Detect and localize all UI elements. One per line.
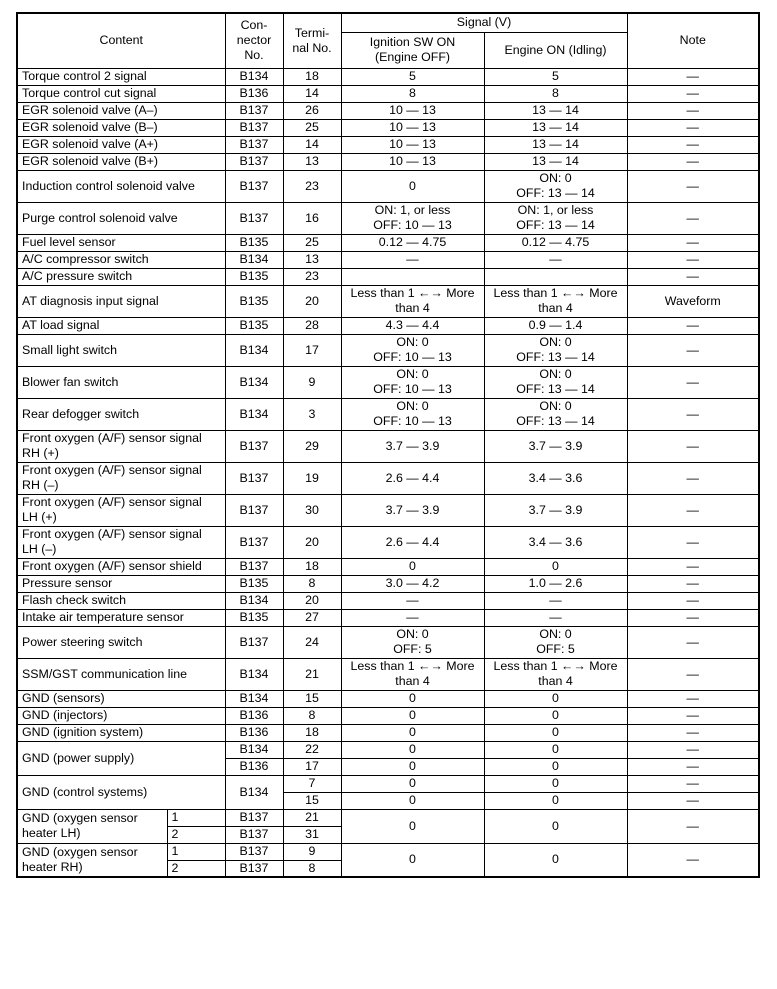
terminal-cell: 27 [283, 609, 341, 626]
terminal-cell: 26 [283, 102, 341, 119]
terminal-cell: 17 [283, 334, 341, 366]
connector-cell: B134 [225, 366, 283, 398]
connector-cell: B134 [225, 334, 283, 366]
note-cell: — [627, 334, 759, 366]
ignition-on-cell: — [341, 592, 484, 609]
ignition-on-cell: 0 [341, 741, 484, 758]
content-cell: Front oxygen (A/F) sensor signal LH (–) [17, 526, 225, 558]
table-row [17, 102, 759, 119]
header-content-label: Content [99, 33, 143, 48]
terminal-cell: 21 [283, 809, 341, 826]
content-cell: EGR solenoid valve (B–) [17, 119, 225, 136]
ignition-on-cell: 2.6 — 4.4 [341, 526, 484, 558]
note-cell: — [627, 268, 759, 285]
content-cell: AT load signal [17, 317, 225, 334]
note-cell: — [627, 430, 759, 462]
connector-cell: B137 [225, 430, 283, 462]
engine-on-cell: Less than 1 ←→ More than 4 [484, 658, 627, 690]
note-cell: — [627, 724, 759, 741]
engine-on-cell: 0.12 — 4.75 [484, 234, 627, 251]
sub-index-cell: 1 [167, 843, 225, 860]
note-cell: — [627, 758, 759, 775]
note-cell: — [627, 658, 759, 690]
content-cell: Small light switch [17, 334, 225, 366]
note-cell: — [627, 366, 759, 398]
ignition-on-cell: 8 [341, 85, 484, 102]
table-row [17, 119, 759, 136]
engine-on-cell: ON: 0 OFF: 13 — 14 [484, 398, 627, 430]
ignition-on-cell: 10 — 13 [341, 136, 484, 153]
content-cell: GND (oxygen sensor heater RH) [17, 843, 167, 877]
connector-cell: B134 [225, 398, 283, 430]
header-engine-on: Engine ON (Idling) [484, 32, 627, 68]
table-row [17, 558, 759, 575]
content-cell: Front oxygen (A/F) sensor signal LH (+) [17, 494, 225, 526]
content-cell: Intake air temperature sensor [17, 609, 225, 626]
table-row [17, 690, 759, 707]
connector-cell: B137 [225, 626, 283, 658]
connector-cell: B137 [225, 202, 283, 234]
header-terminal: Termi- nal No. [283, 13, 341, 68]
engine-on-cell: 0 [484, 843, 627, 877]
engine-on-cell: 0 [484, 707, 627, 724]
terminal-cell: 30 [283, 494, 341, 526]
note-cell: — [627, 494, 759, 526]
engine-on-cell: 3.7 — 3.9 [484, 494, 627, 526]
engine-on-cell: — [484, 251, 627, 268]
ignition-on-cell: 10 — 13 [341, 153, 484, 170]
connector-cell: B137 [225, 860, 283, 877]
note-cell: — [627, 558, 759, 575]
content-cell: Torque control 2 signal [17, 68, 225, 85]
table-row [17, 153, 759, 170]
content-cell: GND (oxygen sensor heater LH) [17, 809, 167, 843]
header-ignition-on: Ignition SW ON (Engine OFF) [341, 32, 484, 68]
note-cell: — [627, 317, 759, 334]
sub-index-cell: 2 [167, 860, 225, 877]
note-cell: — [627, 462, 759, 494]
sub-index-cell: 1 [167, 809, 225, 826]
header-signal: Signal (V) [341, 13, 627, 32]
content-cell: EGR solenoid valve (A+) [17, 136, 225, 153]
sub-index-cell: 2 [167, 826, 225, 843]
ignition-on-cell: 0 [341, 843, 484, 877]
ignition-on-cell: ON: 0 OFF: 10 — 13 [341, 334, 484, 366]
connector-cell: B137 [225, 526, 283, 558]
table-row [17, 809, 759, 826]
note-cell: — [627, 119, 759, 136]
terminal-cell: 15 [283, 690, 341, 707]
connector-cell: B135 [225, 609, 283, 626]
engine-on-cell: 0 [484, 690, 627, 707]
note-cell: — [627, 85, 759, 102]
header-content [17, 13, 225, 68]
ignition-on-cell: 10 — 13 [341, 119, 484, 136]
ignition-on-cell: 3.0 — 4.2 [341, 575, 484, 592]
content-cell: GND (control systems) [17, 775, 225, 809]
ignition-on-cell: ON: 0 OFF: 10 — 13 [341, 398, 484, 430]
terminal-cell: 23 [283, 170, 341, 202]
note-cell: — [627, 792, 759, 809]
terminal-cell: 3 [283, 398, 341, 430]
note-cell: Waveform [627, 285, 759, 317]
engine-on-cell: 5 [484, 68, 627, 85]
content-cell: Front oxygen (A/F) sensor signal RH (–) [17, 462, 225, 494]
connector-cell: B137 [225, 809, 283, 826]
engine-on-cell: ON: 1, or less OFF: 13 — 14 [484, 202, 627, 234]
ignition-on-cell [341, 268, 484, 285]
note-cell: — [627, 526, 759, 558]
table-row [17, 609, 759, 626]
note-cell: — [627, 809, 759, 843]
note-cell: — [627, 690, 759, 707]
table-row [17, 398, 759, 430]
engine-on-cell: 0.9 — 1.4 [484, 317, 627, 334]
terminal-cell: 28 [283, 317, 341, 334]
table-row [17, 430, 759, 462]
note-cell: — [627, 68, 759, 85]
terminal-cell: 9 [283, 366, 341, 398]
content-cell: Front oxygen (A/F) sensor shield [17, 558, 225, 575]
engine-on-cell: 0 [484, 558, 627, 575]
table-row [17, 843, 759, 860]
connector-cell: B137 [225, 136, 283, 153]
terminal-cell: 8 [283, 860, 341, 877]
terminal-cell: 13 [283, 251, 341, 268]
note-cell: — [627, 136, 759, 153]
ignition-on-cell: 0 [341, 809, 484, 843]
engine-on-cell: 13 — 14 [484, 119, 627, 136]
terminal-cell: 8 [283, 575, 341, 592]
note-cell: — [627, 609, 759, 626]
ignition-on-cell: 2.6 — 4.4 [341, 462, 484, 494]
content-cell: EGR solenoid valve (A–) [17, 102, 225, 119]
table-row [17, 741, 759, 758]
ignition-on-cell: ON: 0 OFF: 5 [341, 626, 484, 658]
note-cell: — [627, 251, 759, 268]
engine-on-cell: 13 — 14 [484, 102, 627, 119]
engine-on-cell: ON: 0 OFF: 13 — 14 [484, 366, 627, 398]
connector-cell: B134 [225, 690, 283, 707]
engine-on-cell: Less than 1 ←→ More than 4 [484, 285, 627, 317]
note-cell: — [627, 153, 759, 170]
ignition-on-cell: 5 [341, 68, 484, 85]
connector-cell: B134 [225, 775, 283, 809]
terminal-cell: 14 [283, 85, 341, 102]
ignition-on-cell: ON: 0 OFF: 10 — 13 [341, 366, 484, 398]
note-cell: — [627, 102, 759, 119]
table-row [17, 658, 759, 690]
content-cell: A/C compressor switch [17, 251, 225, 268]
ignition-on-cell: Less than 1 ←→ More than 4 [341, 658, 484, 690]
table-header [17, 13, 759, 68]
connector-cell: B134 [225, 592, 283, 609]
note-cell: — [627, 398, 759, 430]
engine-on-cell: 13 — 14 [484, 136, 627, 153]
table-row [17, 724, 759, 741]
table-row [17, 494, 759, 526]
table-row [17, 775, 759, 792]
table-row [17, 136, 759, 153]
ignition-on-cell: 0 [341, 558, 484, 575]
table-row [17, 285, 759, 317]
terminal-cell: 25 [283, 119, 341, 136]
content-cell: EGR solenoid valve (B+) [17, 153, 225, 170]
table-row [17, 626, 759, 658]
connector-cell: B135 [225, 285, 283, 317]
table-row [17, 575, 759, 592]
terminal-cell: 23 [283, 268, 341, 285]
engine-on-cell: ON: 0 OFF: 5 [484, 626, 627, 658]
content-cell: GND (sensors) [17, 690, 225, 707]
ignition-on-cell: ON: 1, or less OFF: 10 — 13 [341, 202, 484, 234]
engine-on-cell: — [484, 592, 627, 609]
table-row [17, 202, 759, 234]
content-cell: Fuel level sensor [17, 234, 225, 251]
terminal-cell: 14 [283, 136, 341, 153]
table-row [17, 268, 759, 285]
connector-cell: B134 [225, 68, 283, 85]
note-cell: — [627, 234, 759, 251]
terminal-cell: 21 [283, 658, 341, 690]
connector-cell: B137 [225, 102, 283, 119]
engine-on-cell: 0 [484, 724, 627, 741]
ignition-on-cell: 3.7 — 3.9 [341, 494, 484, 526]
terminal-cell: 7 [283, 775, 341, 792]
engine-on-cell: 0 [484, 775, 627, 792]
content-cell: AT diagnosis input signal [17, 285, 225, 317]
connector-cell: B137 [225, 843, 283, 860]
content-cell: Front oxygen (A/F) sensor signal RH (+) [17, 430, 225, 462]
connector-cell: B136 [225, 758, 283, 775]
connector-cell: B134 [225, 658, 283, 690]
engine-on-cell: 0 [484, 809, 627, 843]
connector-cell: B136 [225, 707, 283, 724]
connector-cell: B137 [225, 462, 283, 494]
engine-on-cell: ON: 0 OFF: 13 — 14 [484, 170, 627, 202]
connector-cell: B137 [225, 153, 283, 170]
content-cell: Blower fan switch [17, 366, 225, 398]
engine-on-cell: 0 [484, 758, 627, 775]
terminal-cell: 24 [283, 626, 341, 658]
note-cell: — [627, 707, 759, 724]
ignition-on-cell: 0 [341, 775, 484, 792]
note-cell: — [627, 626, 759, 658]
connector-cell: B136 [225, 724, 283, 741]
table-row [17, 234, 759, 251]
engine-on-cell: 0 [484, 741, 627, 758]
table-row [17, 462, 759, 494]
ignition-on-cell: Less than 1 ←→ More than 4 [341, 285, 484, 317]
table-row [17, 85, 759, 102]
content-cell: Rear defogger switch [17, 398, 225, 430]
engine-on-cell: 0 [484, 792, 627, 809]
ignition-on-cell: — [341, 609, 484, 626]
engine-on-cell: 8 [484, 85, 627, 102]
content-cell: SSM/GST communication line [17, 658, 225, 690]
terminal-voltage-table [16, 12, 760, 878]
table-row [17, 68, 759, 85]
ignition-on-cell: 0 [341, 792, 484, 809]
terminal-cell: 31 [283, 826, 341, 843]
header-connector: Con- nector No. [225, 13, 283, 68]
note-cell: — [627, 170, 759, 202]
content-cell: Purge control solenoid valve [17, 202, 225, 234]
table-row [17, 526, 759, 558]
terminal-cell: 29 [283, 430, 341, 462]
connector-cell: B137 [225, 558, 283, 575]
content-cell: Pressure sensor [17, 575, 225, 592]
note-cell: — [627, 202, 759, 234]
connector-cell: B135 [225, 268, 283, 285]
engine-on-cell: 3.4 — 3.6 [484, 526, 627, 558]
terminal-cell: 13 [283, 153, 341, 170]
terminal-cell: 20 [283, 285, 341, 317]
table-row [17, 317, 759, 334]
terminal-cell: 20 [283, 592, 341, 609]
ignition-on-cell: 0 [341, 724, 484, 741]
connector-cell: B137 [225, 826, 283, 843]
engine-on-cell: 13 — 14 [484, 153, 627, 170]
terminal-cell: 18 [283, 724, 341, 741]
ignition-on-cell: 0 [341, 758, 484, 775]
note-cell: — [627, 575, 759, 592]
table-row [17, 366, 759, 398]
engine-on-cell: 3.7 — 3.9 [484, 430, 627, 462]
content-cell: A/C pressure switch [17, 268, 225, 285]
engine-on-cell: 1.0 — 2.6 [484, 575, 627, 592]
content-cell: Torque control cut signal [17, 85, 225, 102]
table-row [17, 707, 759, 724]
terminal-cell: 20 [283, 526, 341, 558]
table-row [17, 592, 759, 609]
content-cell: GND (power supply) [17, 741, 225, 775]
table-row [17, 251, 759, 268]
note-cell: — [627, 775, 759, 792]
connector-cell: B137 [225, 170, 283, 202]
note-cell: — [627, 592, 759, 609]
terminal-cell: 18 [283, 558, 341, 575]
connector-cell: B135 [225, 317, 283, 334]
content-cell: Power steering switch [17, 626, 225, 658]
ignition-on-cell: 0 [341, 707, 484, 724]
ignition-on-cell: 10 — 13 [341, 102, 484, 119]
terminal-cell: 16 [283, 202, 341, 234]
engine-on-cell: ON: 0 OFF: 13 — 14 [484, 334, 627, 366]
note-cell: — [627, 843, 759, 877]
table-row [17, 170, 759, 202]
terminal-cell: 25 [283, 234, 341, 251]
ignition-on-cell: — [341, 251, 484, 268]
terminal-cell: 8 [283, 707, 341, 724]
ignition-on-cell: 3.7 — 3.9 [341, 430, 484, 462]
engine-on-cell: 3.4 — 3.6 [484, 462, 627, 494]
terminal-cell: 19 [283, 462, 341, 494]
engine-on-cell: — [484, 609, 627, 626]
content-cell: Induction control solenoid valve [17, 170, 225, 202]
connector-cell: B137 [225, 494, 283, 526]
ignition-on-cell: 0 [341, 690, 484, 707]
engine-on-cell [484, 268, 627, 285]
content-cell: GND (injectors) [17, 707, 225, 724]
terminal-cell: 15 [283, 792, 341, 809]
note-cell: — [627, 741, 759, 758]
ignition-on-cell: 0.12 — 4.75 [341, 234, 484, 251]
header-note: Note [627, 13, 759, 68]
terminal-cell: 9 [283, 843, 341, 860]
terminal-cell: 18 [283, 68, 341, 85]
terminal-cell: 17 [283, 758, 341, 775]
content-cell: GND (ignition system) [17, 724, 225, 741]
connector-cell: B135 [225, 234, 283, 251]
connector-cell: B136 [225, 85, 283, 102]
ignition-on-cell: 4.3 — 4.4 [341, 317, 484, 334]
connector-cell: B135 [225, 575, 283, 592]
terminal-cell: 22 [283, 741, 341, 758]
connector-cell: B134 [225, 741, 283, 758]
table-row [17, 334, 759, 366]
connector-cell: B137 [225, 119, 283, 136]
connector-cell: B134 [225, 251, 283, 268]
content-cell: Flash check switch [17, 592, 225, 609]
ignition-on-cell: 0 [341, 170, 484, 202]
table-body [17, 68, 759, 877]
